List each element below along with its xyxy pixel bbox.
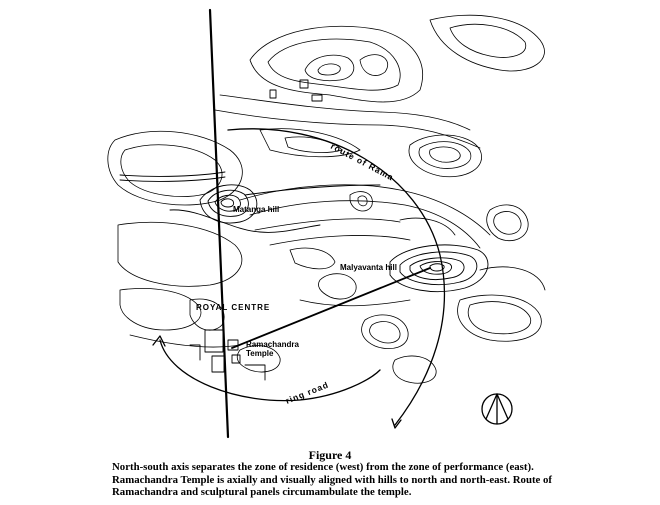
ring-road-label: ring road: [284, 379, 331, 406]
eastern-contours: [400, 135, 545, 341]
matanga-hill-label: Matanga hill: [233, 205, 280, 214]
northern-ridge-contours: [215, 15, 544, 157]
malyavanta-hill-label: Malyavanta hill: [340, 263, 397, 272]
roads: [120, 172, 380, 195]
route-of-rama-label: route of Rama: [329, 140, 396, 183]
royal-centre-label: ROYAL CENTRE: [196, 303, 271, 312]
central-contours: [240, 185, 490, 269]
north-arrow-icon: [482, 394, 512, 424]
ramachandra-temple-label-line2: Temple: [246, 349, 274, 358]
figure-caption-text: North-south axis separates the zone of residence (west) from the zone of performance (east). Ramachandra Temple is axially and visually aligned with hills to north and north-east. Route of Ramachandra and sculptural panels circumambulate the temple.: [112, 461, 553, 498]
figure-caption-title: Figure 4: [308, 448, 352, 462]
route-of-rama-path: [228, 129, 444, 425]
ramachandra-temple-label-line1: Ramachandra: [246, 340, 299, 349]
southern-contours: [130, 274, 436, 383]
